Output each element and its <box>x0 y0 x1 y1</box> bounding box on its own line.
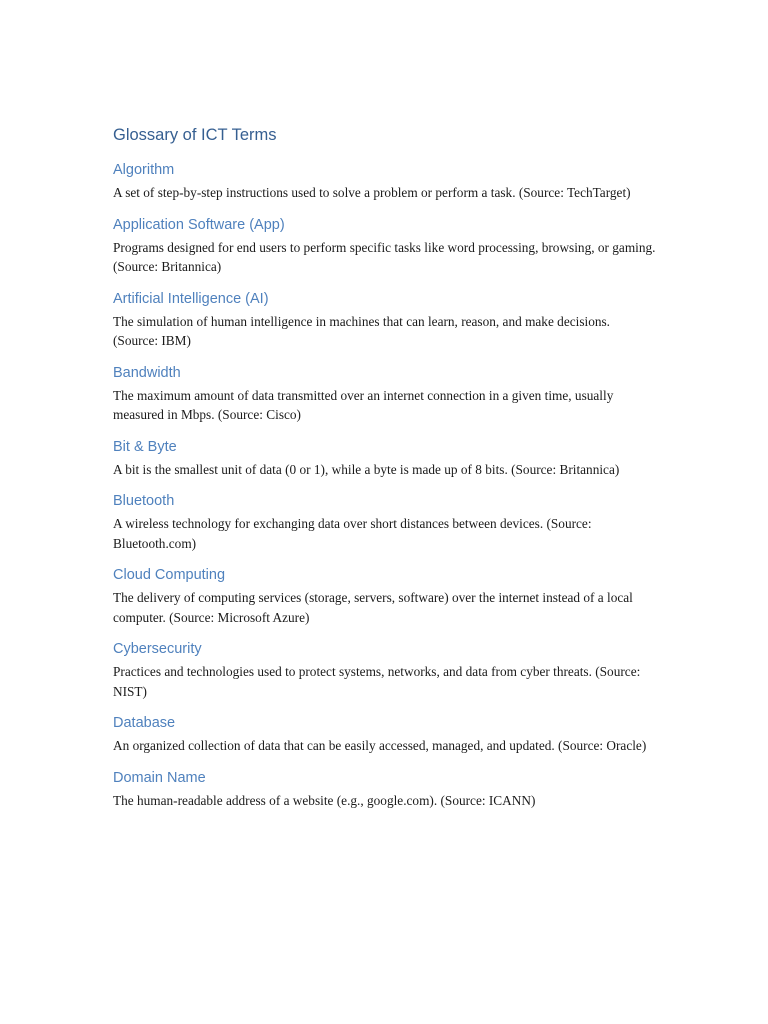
glossary-entry <box>113 713 658 756</box>
glossary-term: Database <box>113 715 176 731</box>
glossary-term: Bluetooth <box>113 493 175 509</box>
glossary-entry <box>113 289 658 351</box>
glossary-entry <box>113 639 658 701</box>
glossary-definition: A wireless technology for exchanging data over short distances between devices. (Source: Bluetooth.com) <box>113 516 592 551</box>
glossary-definition: The maximum amount of data transmitted over an internet connection in a given time, usually measured in Mbps. (Source: Cisco) <box>113 387 614 422</box>
glossary-entry <box>113 437 658 480</box>
glossary-term: Algorithm <box>113 162 175 178</box>
glossary-definition: Practices and technologies used to protect systems, networks, and data from cyber threats. (Source: NIST) <box>113 664 641 699</box>
glossary-term: Cloud Computing <box>113 567 226 583</box>
glossary-entry <box>113 768 658 811</box>
glossary-definition: The delivery of computing services (storage, servers, software) over the internet instead of a local computer. (Source: Microsoft Azure) <box>113 590 633 625</box>
glossary-definition: Programs designed for end users to perform specific tasks like word processing, browsing, or gaming. (Source: Britannica) <box>113 239 656 274</box>
glossary-definition: A set of step-by-step instructions used to solve a problem or perform a task. (Source: TechTarget) <box>113 185 631 200</box>
glossary-entry <box>113 215 658 277</box>
glossary-definition: The human-readable address of a website (e.g., google.com). (Source: ICANN) <box>113 792 536 808</box>
glossary-term: Bandwidth <box>113 364 181 381</box>
glossary-definition: The simulation of human intelligence in machines that can learn, reason, and make decisions. (Source: IBM) <box>113 313 610 348</box>
glossary-entry <box>113 491 658 553</box>
glossary-entry <box>113 363 658 425</box>
document-title: Glossary of ICT Terms <box>113 126 277 144</box>
glossary-term: Bit & Byte <box>113 438 177 455</box>
glossary-term: Artificial Intelligence (AI) <box>113 290 269 307</box>
glossary-term: Application Software (App) <box>113 216 285 233</box>
glossary-term: Cybersecurity <box>113 641 202 657</box>
document-page <box>113 122 658 822</box>
glossary-definition: A bit is the smallest unit of data (0 or 1), while a byte is made up of 8 bits. (Source: Britannica) <box>113 461 620 477</box>
glossary-definition: An organized collection of data that can be easily accessed, managed, and updated. (Source: Oracle) <box>113 738 647 753</box>
glossary-term: Domain Name <box>113 769 206 786</box>
glossary-entry <box>113 160 658 203</box>
glossary-entry <box>113 565 658 627</box>
